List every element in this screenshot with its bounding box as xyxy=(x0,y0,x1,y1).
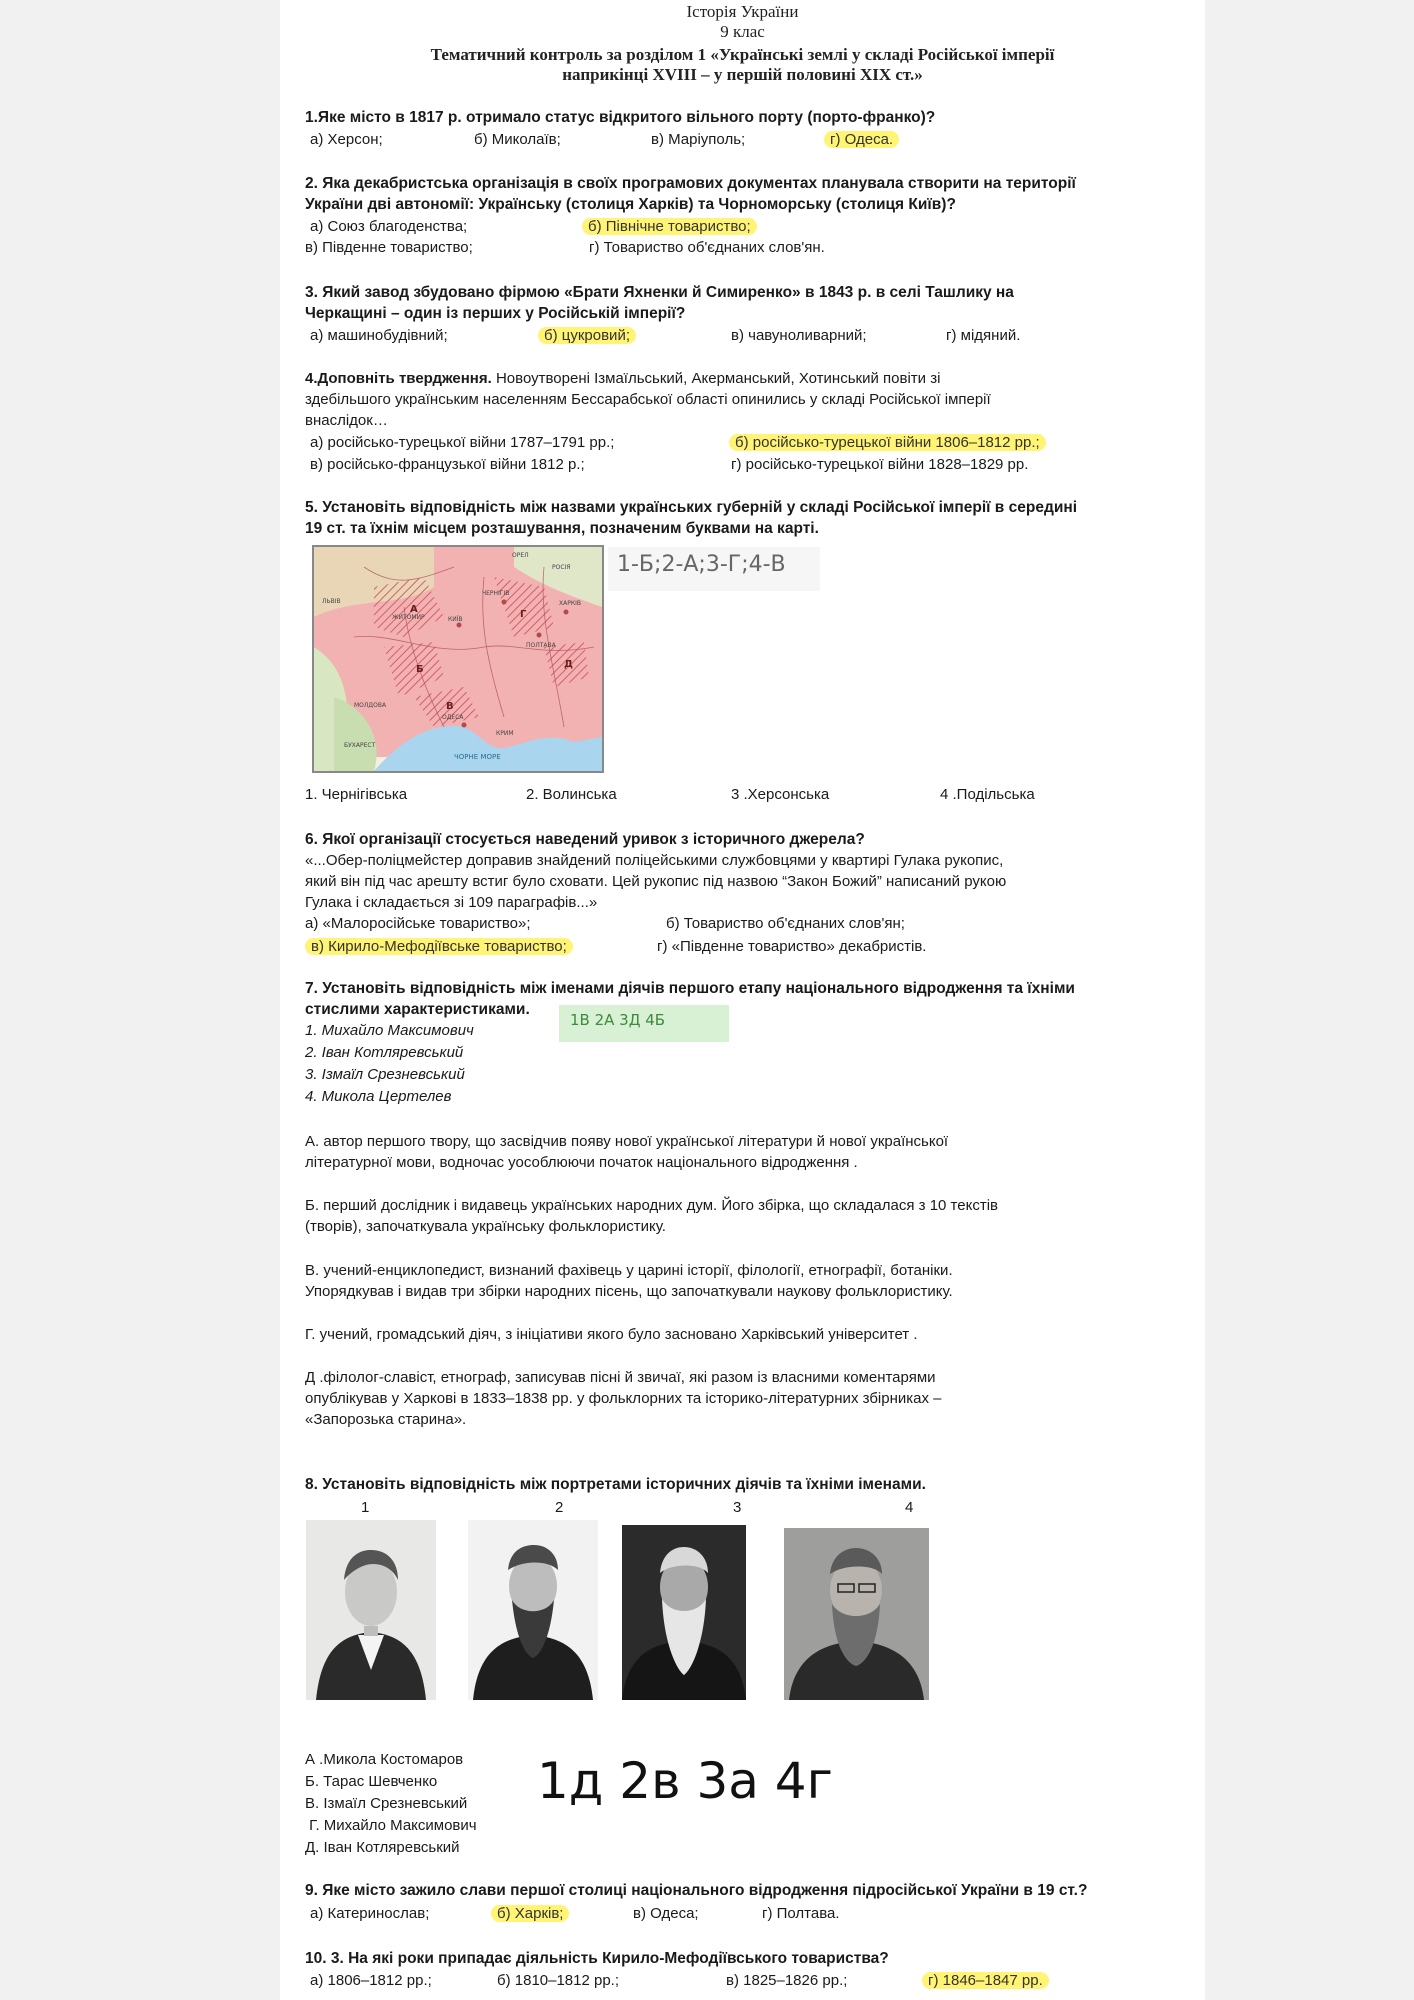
q6-selected-answer: в) Кирило-Мефодіївське товариство; xyxy=(305,938,573,955)
q8-name-a: А .Микола Костомаров xyxy=(305,1751,464,1768)
q3-option-a: а) машинобудівний; xyxy=(310,327,448,344)
q4-selected-answer: б) російсько-турецької війни 1806–1812 рр.; xyxy=(729,434,1046,451)
q5-answer: 1-Б;2-А;3-Г;4-В xyxy=(617,552,786,577)
q3-selected-answer: б) цукровий; xyxy=(538,327,636,344)
q3-text-line1: 3. Який завод збудовано фірмою «Брати Яхненки й Симиренко» в 1843 р. в селі Ташлику на xyxy=(305,284,1014,301)
map-label-moldova: МОЛДОВА xyxy=(354,702,387,709)
test-title-line1: Тематичний контроль за розділом 1 «Українські землі у складі Російської імперії xyxy=(430,45,1055,64)
q3-option-b xyxy=(544,325,636,346)
q10-option-c: в) 1825–1826 рр.; xyxy=(726,1972,848,1989)
q1-option-d xyxy=(830,129,899,150)
q4-text-rest: Новоутворені Ізмаїльський, Акерманський, Хотинський повіти зі xyxy=(495,370,941,387)
map-label-crimea: КРИМ xyxy=(496,730,514,737)
svg-text:А: А xyxy=(410,604,418,615)
q7-answer: 1В 2А 3Д 4Б xyxy=(570,1011,666,1029)
q9-option-b xyxy=(497,1903,569,1924)
q7-char-v-line1: В. учений-енциклопедист, визнаний фахівець у царині історії, філології, етнографії, ботаніки. xyxy=(305,1262,953,1279)
q1-option-b: б) Миколаїв; xyxy=(474,131,561,148)
q8-name-d: Д. Іван Котляревський xyxy=(305,1839,460,1856)
q2-text-line1: 2. Яка декабристська організація в своїх програмових документах планувала створити на території xyxy=(305,175,1076,192)
map-label-orel: ОРЕЛ xyxy=(512,552,529,559)
q4-option-c: в) російсько-французької війни 1812 р.; xyxy=(310,456,585,473)
q7-char-b-line2: (творів), започаткувала українську фольклористику. xyxy=(305,1218,666,1235)
q4-text-line2: здебільшого українським населенням Бессарабської області опинились у складі Російської імперії xyxy=(305,391,991,408)
subject-title: Історія України xyxy=(686,2,799,21)
q3-option-c: в) чавуноливарний; xyxy=(731,327,867,344)
q10-option-b: б) 1810–1812 рр.; xyxy=(497,1972,620,1989)
portrait-number-1: 1 xyxy=(361,1499,370,1516)
q5-option-2: 2. Волинська xyxy=(526,786,617,803)
q4-option-a: а) російсько-турецької війни 1787–1791 рр.; xyxy=(310,434,615,451)
q2-selected-answer: б) Північне товариство; xyxy=(582,218,757,235)
q6-option-d: г) «Південне товариство» декабристів. xyxy=(657,938,927,955)
map-label-kharkiv: ХАРКІВ xyxy=(559,600,581,607)
portrait-number-2: 2 xyxy=(555,1499,564,1516)
q1-text: 1.Яке місто в 1817 р. отримало статус відкритого вільного порту (порто-франко)? xyxy=(305,109,936,126)
q9-text: 9. Яке місто зажило слави першої столиці національного відродження підросійської України в 19 ст.? xyxy=(305,1882,1088,1899)
map-label-zhytomyr: ЖИТОМИР xyxy=(392,614,425,621)
q9-option-c: в) Одеса; xyxy=(633,1905,699,1922)
svg-text:Б: Б xyxy=(416,664,424,675)
q6-option-b: б) Товариство об'єднаних слов'ян; xyxy=(666,915,905,932)
svg-text:Д: Д xyxy=(564,659,573,670)
q2-option-c: в) Південне товариство; xyxy=(305,239,473,256)
q9-option-a: а) Катеринослав; xyxy=(310,1905,430,1922)
map-label-lviv: ЛЬВІВ xyxy=(322,598,341,605)
q7-text-line2: стислими характеристиками. xyxy=(305,1001,530,1018)
q7-char-a-line2: літературної мови, водночас уособлюючи початок національного відродження . xyxy=(305,1154,858,1171)
q9-option-d: г) Полтава. xyxy=(762,1905,840,1922)
q6-option-a: а) «Малоросійське товариство»; xyxy=(305,915,531,932)
q5-option-4: 4 .Подільська xyxy=(940,786,1035,803)
q5-text-line2: 19 ст. та їхнім місцем розташування, позначеним буквами на карті. xyxy=(305,520,819,537)
map-label-russia: РОСІЯ xyxy=(552,564,571,571)
q8-text: 8. Установіть відповідність між портретами історичних діячів та їхніми іменами. xyxy=(305,1476,926,1493)
ukraine-map xyxy=(312,545,604,773)
q2-option-b xyxy=(588,216,757,237)
q7-name-4: 4. Микола Цертелев xyxy=(305,1088,452,1105)
q7-char-v-line2: Упорядкував і видав три збірки народних пісень, що започаткували наукову фольклористику. xyxy=(305,1283,953,1300)
q1-option-a: а) Херсон; xyxy=(310,131,383,148)
portrait-4 xyxy=(784,1528,929,1700)
map-label-chernihiv: ЧЕРНІГІВ xyxy=(482,590,510,597)
q3-option-d: г) мідяний. xyxy=(946,327,1021,344)
portrait-1 xyxy=(306,1520,436,1700)
q7-char-d-line3: «Запорозька старина». xyxy=(305,1411,467,1428)
test-title-line2: наприкінці XVIII – у першій половині XIX ст.» xyxy=(562,65,923,84)
svg-text:В: В xyxy=(446,701,454,712)
q2-option-a: а) Союз благоденства; xyxy=(310,218,468,235)
map-label-poltava: ПОЛТАВА xyxy=(526,642,556,649)
q7-char-g-line1: Г. учений, громадський діяч, з ініціативи якого було засновано Харківський університет . xyxy=(305,1326,918,1343)
q6-option-c xyxy=(311,936,573,957)
svg-text:Г: Г xyxy=(520,609,527,620)
q7-name-2: 2. Іван Котляревський xyxy=(305,1044,464,1061)
portrait-number-3: 3 xyxy=(733,1499,742,1516)
q10-selected-answer: г) 1846–1847 рр. xyxy=(922,1972,1049,1989)
q1-option-c: в) Маріуполь; xyxy=(651,131,746,148)
q8-answer: 1д 2в 3а 4г xyxy=(537,1752,833,1810)
q7-char-a-line1: А. автор першого твору, що засвідчив появу нової української літератури й нової української xyxy=(305,1133,949,1150)
q4-bold-lead: 4.Доповніть твердження. xyxy=(305,370,492,387)
map-label-odesa: ОДЕСА xyxy=(442,714,464,721)
grade-label: 9 клас xyxy=(720,22,765,41)
q3-text-line2: Черкащині – один із перших у Російській імперії? xyxy=(305,305,686,322)
map-label-kyiv: КИЇВ xyxy=(448,616,463,623)
portrait-number-4: 4 xyxy=(905,1499,914,1516)
map-label-bucharest: БУХАРЕСТ xyxy=(344,742,376,749)
portrait-2 xyxy=(468,1520,598,1700)
q5-text-line1: 5. Установіть відповідність між назвами українських губерній у складі Російської імперії в середині xyxy=(305,499,1078,516)
q7-char-b-line1: Б. перший дослідник і видавець українських народних дум. Його збірка, що складалася з 10 текстів xyxy=(305,1197,998,1214)
q8-name-b: Б. Тарас Шевченко xyxy=(305,1773,438,1790)
portrait-3 xyxy=(622,1525,746,1700)
q6-source-line1: «...Обер-поліцмейстер доправив знайдений поліцейськими службовцями у квартирі Гулака рукопис, xyxy=(305,852,1004,869)
q7-char-d-line1: Д .філолог-славіст, етнограф, записував пісні й звичаї, які разом із власними коментарями xyxy=(305,1369,936,1386)
q1-selected-answer: г) Одеса. xyxy=(824,131,899,148)
q6-text: 6. Якої організації стосується наведений уривок з історичного джерела? xyxy=(305,831,865,848)
q4-text-line1 xyxy=(305,368,1145,389)
q8-name-v: В. Ізмаїл Срезневський xyxy=(305,1795,468,1812)
q7-name-1: 1. Михайло Максимович xyxy=(305,1022,474,1039)
q5-option-1: 1. Чернігівська xyxy=(305,786,408,803)
map-label-black-sea: ЧОРНЕ МОРЕ xyxy=(454,753,501,761)
q5-option-3: 3 .Херсонська xyxy=(731,786,830,803)
q7-name-3: 3. Ізмаїл Срезневський xyxy=(305,1066,465,1083)
q9-selected-answer: б) Харків; xyxy=(491,1905,569,1922)
q6-source-line3: Гулака і складається зі 109 параграфів...» xyxy=(305,894,598,911)
q7-char-d-line2: опублікував у Харкові в 1833–1838 рр. у фольклорних та історико-літературних збірниках – xyxy=(305,1390,942,1407)
q10-text: 10. 3. На які роки припадає діяльність Кирило-Мефодіївського товариства? xyxy=(305,1950,889,1967)
q8-name-g: Г. Михайло Максимович xyxy=(305,1817,477,1834)
q7-text-line1: 7. Установіть відповідність між іменами діячів першого етапу національного відродження та їхніми xyxy=(305,980,1075,997)
q6-source-line2: який він під час арешту встиг було сховати. Цей рукопис під назвою “Закон Божий” написаний рукою xyxy=(305,873,1007,890)
q2-text-line2: України дві автономії: Українську (столиця Харків) та Чорноморську (столиця Київ)? xyxy=(305,196,956,213)
q4-text-line3: внаслідок… xyxy=(305,412,388,429)
q10-option-a: а) 1806–1812 рр.; xyxy=(310,1972,432,1989)
q4-option-d: г) російсько-турецької війни 1828–1829 рр. xyxy=(731,456,1029,473)
q4-option-b xyxy=(735,432,1046,453)
q2-option-d: г) Товариство об'єднаних слов'ян. xyxy=(589,239,825,256)
q10-option-d xyxy=(928,1970,1049,1991)
